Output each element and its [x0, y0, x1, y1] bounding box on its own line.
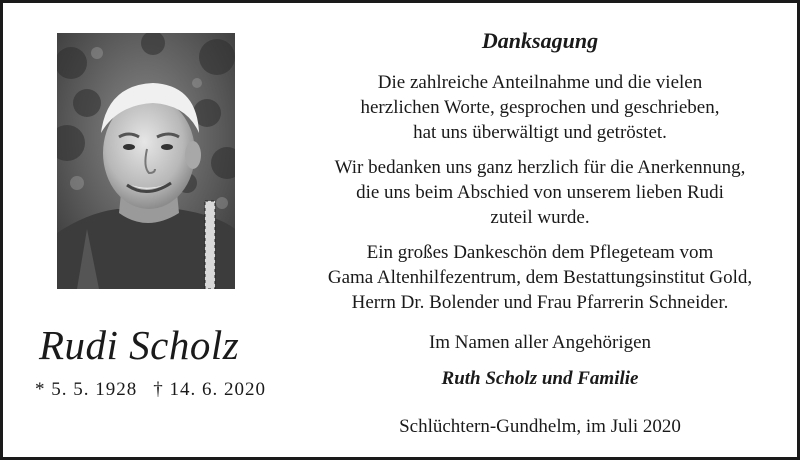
birth-date: * 5. 5. 1928 — [35, 379, 138, 400]
signoff-block — [295, 330, 785, 440]
death-date: † 14. 6. 2020 — [153, 379, 266, 400]
text-line: Wir bedanken uns ganz herzlich für die Anerkennung, — [334, 157, 746, 178]
life-dates — [35, 379, 275, 401]
portrait-photo — [57, 33, 235, 289]
signoff-line: Im Namen aller Angehörigen — [428, 332, 652, 353]
text-line: Ein großes Dankeschön dem Pflegeteam vom — [366, 242, 714, 263]
text-line: hat uns überwältigt und getröstet. — [413, 122, 667, 143]
family-signature: Ruth Scholz und Familie — [441, 368, 639, 389]
paragraph-dankeschoen — [295, 240, 785, 315]
text-line: Die zahlreiche Anteilnahme und die vielen — [377, 72, 703, 93]
place-date: Schlüchtern-Gundhelm, im Juli 2020 — [399, 416, 681, 437]
deceased-name: Rudi Scholz — [39, 322, 240, 368]
text-line: die uns beim Abschied von unserem lieben Rudi — [356, 182, 724, 203]
thanks-text-block — [295, 27, 785, 325]
paragraph-anteilnahme — [295, 70, 785, 145]
text-line: zuteil wurde. — [490, 207, 590, 228]
paragraph-anerkennung — [295, 155, 785, 230]
page-title: Danksagung — [481, 28, 599, 53]
text-line: Herrn Dr. Bolender und Frau Pfarrerin Schneider. — [351, 292, 729, 313]
text-line: Gama Altenhilfezentrum, dem Bestattungsinstitut Gold, — [327, 267, 753, 288]
portrait-photo-image — [57, 33, 235, 289]
text-line: herzlichen Worte, gesprochen und geschrieben, — [360, 97, 720, 118]
